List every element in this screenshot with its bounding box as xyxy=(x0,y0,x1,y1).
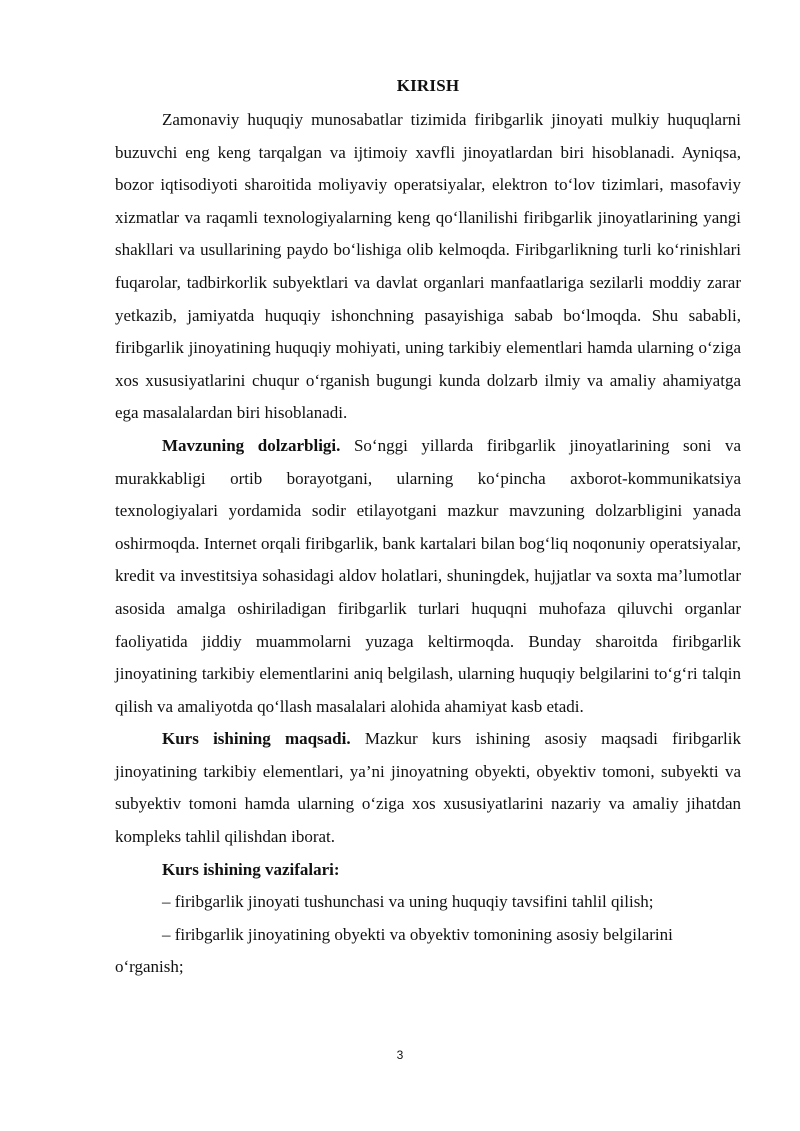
goal-heading: Kurs ishining maqsadi. xyxy=(162,729,351,749)
relevance-heading: Mavzuning dolzarbligi. xyxy=(162,435,341,455)
goal-paragraph xyxy=(115,723,741,853)
tasks-heading-text: Kurs ishining vazifalari: xyxy=(162,859,340,879)
tasks-heading xyxy=(115,854,741,887)
page-number: 3 xyxy=(396,1048,404,1062)
task-item: – firibgarlik jinoyatining obyekti va obyektiv tomonining asosiy belgilarini o‘rganish; xyxy=(115,924,673,977)
document-page xyxy=(115,74,741,984)
intro-paragraph: Zamonaviy huquqiy munosabatlar tizimida firibgarlik jinoyati mulkiy huquqlarni buzuvchi eng keng tarqalgan va ijtimoiy xavfli jinoyatlardan biri hisoblanadi. Ayniqsa, bozor iqtisodiyoti sharoitida moliyaviy operatsiyalar, elektron to‘lov tizimlari, masofaviy xizmatlar va raqamli texnologiyalarning keng qo‘llanilishi firibgarlik jinoyatlarining yangi shakllari va usullarining paydo bo‘lishiga olib kelmoqda. Firibgarlikning turli ko‘rinishlari fuqarolar, tadbirkorlik subyektlari va davlat organlari manfaatlariga sezilarli moddiy zarar yetkazib, jamiyatda huquqiy ishonchning pasayishiga sabab bo‘lmoqda. Shu sababli, firibgarlik jinoyatining huquqiy mohiyati, uning tarkibiy elementlari hamda ularning o‘ziga xos xususiyatlarini chuqur o‘rganish bugungi kunda dolzarb ilmiy va amaliy ahamiyatga ega masalalardan biri hisoblanadi. xyxy=(115,110,741,423)
relevance-paragraph xyxy=(115,430,741,723)
relevance-text: So‘nggi yillarda firibgarlik jinoyatlarining soni va murakkabligi ortib borayotgani, ularning ko‘pincha axborot-kommunikatsiya texnologiyalari yordamida sodir etilayotgani mazkur mavzuning dolzarbligini yanada oshirmoqda. Internet orqali firibgarlik, bank kartalari bilan bog‘liq noqonuniy operatsiyalar, kredit va investitsiya sohasidagi aldov holatlari, shuningdek, hujjatlar va soxta ma’lumotlar asosida amalga oshiriladigan firibgarlik turlari huquqni muhofaza qiluvchi organlar faoliyatida jiddiy muammolarni yuzaga keltirmoqda. Bunday sharoitda firibgarlik jinoyatining tarkibiy elementlarini aniq belgilash, ularning huquqiy belgilarini to‘g‘ri talqin qilish va amaliyotda qo‘llash masalalari alohida ahamiyat kasb etadi. xyxy=(115,435,741,716)
goal-text: Mazkur kurs ishining asosiy maqsadi firibgarlik jinoyatining tarkibiy elementlari, ya’ni jinoyatning obyekti, obyektiv tomoni, subyekti va subyektiv tomoni hamda ularning o‘ziga xos xususiyatlarini nazariy va amaliy jihatdan kompleks tahlil qilishdan iborat. xyxy=(115,729,741,847)
task-item: – firibgarlik jinoyati tushunchasi va uning huquqiy tavsifini tahlil qilish; xyxy=(162,892,654,912)
section-title: KIRISH xyxy=(396,76,460,95)
